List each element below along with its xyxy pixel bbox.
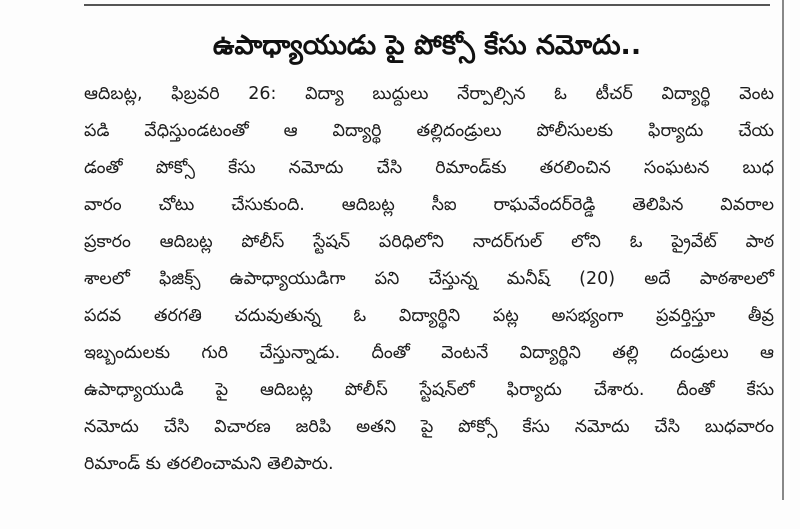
body-line: ఇబ్బందులకు గురి చేస్తున్నాడు. దీంతో వెంటనే విద్యార్థిని తల్లి దండ్రులు ఆ bbox=[84, 343, 774, 363]
body-line: వారం చోటు చేసుకుంది. ఆదిబట్ల సీఐ రాఘవేందర్‌రెడ్డి తెలిపిన వివరాల bbox=[84, 195, 774, 215]
body-line: రిమాండ్ కు తరలించామని తెలిపారు. bbox=[84, 454, 334, 474]
body-line: నమోదు చేసి విచారణ జరిపి అతని పై పోక్సో కేసు నమోదు చేసి బుధవారం bbox=[84, 417, 774, 437]
top-divider bbox=[84, 4, 770, 6]
column-divider bbox=[782, 0, 784, 500]
article-headline: ఉపాధ్యాయుడు పై పోక్సో కేసు నమోదు.. bbox=[212, 30, 642, 61]
body-line: ప్రకారం ఆదిబట్ల పోలీస్ స్టేషన్ పరిధిలోని నాదర్‌గుల్ లోని ఓ ప్రైవేట్ పాఠ bbox=[84, 232, 774, 252]
body-line: పదవ తరగతి చదువుతున్న ఓ విద్యార్థిని పట్ల అసభ్యంగా ప్రవర్తిస్తూ తీవ్ర bbox=[84, 306, 774, 326]
body-line: డంతో పోక్సో కేసు నమోదు చేసి రిమాండ్‌కు తరలించిన సంఘటన బుధ bbox=[84, 158, 774, 178]
body-line: ఉపాధ్యాయుడి పై ఆదిబట్ల పోలీస్ స్టేషన్‌లో ఫిర్యాదు చేశారు. దీంతో కేసు bbox=[84, 380, 774, 400]
body-line: పడి వేధిస్తుండటంతో ఆ విద్యార్థి తల్లిదండ్రులు పోలీసులకు ఫిర్యాదు చేయ bbox=[84, 121, 774, 141]
article-body bbox=[84, 76, 774, 483]
body-line: ఆదిబట్ల, ఫిబ్రవరి 26: విద్యా బుద్దులు నేర్పాల్సిన ఓ టీచర్ విద్యార్థి వెంట bbox=[84, 84, 774, 104]
body-line: శాలలో ఫిజిక్స్ ఉపాధ్యాయుడిగా పని చేస్తున్న మనీష్ (20) అదే పాఠశాలలో bbox=[84, 269, 774, 289]
